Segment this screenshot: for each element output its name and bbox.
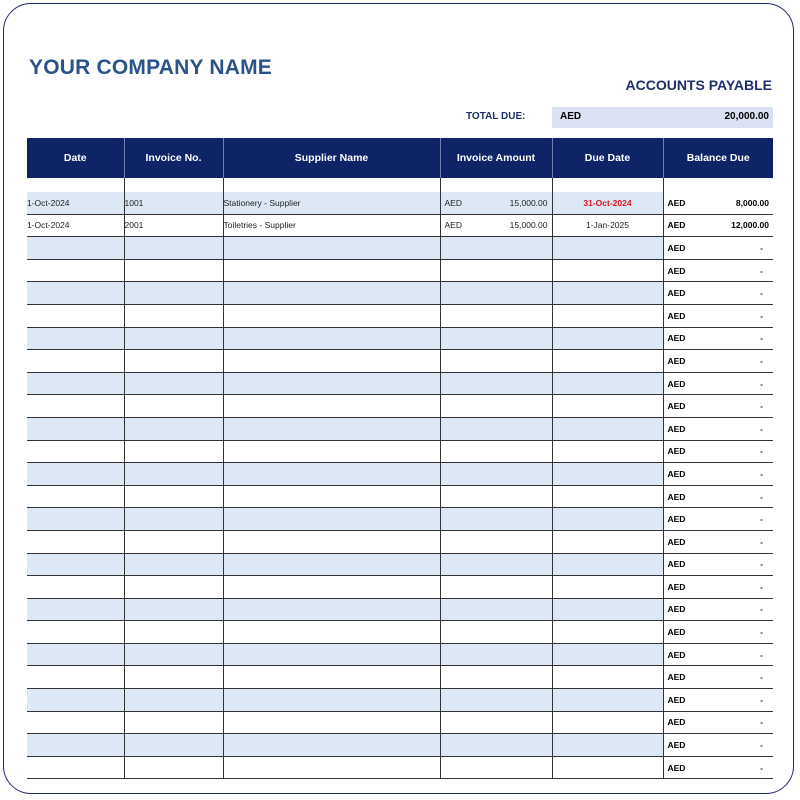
cell-due-date[interactable] — [552, 372, 663, 395]
cell-balance-due[interactable] — [663, 417, 773, 440]
balance-currency: AED — [667, 355, 686, 366]
balance-currency: AED — [667, 265, 686, 276]
balance-value: - — [760, 672, 763, 683]
cell-supplier[interactable] — [223, 666, 440, 689]
balance-currency: AED — [667, 378, 686, 389]
cell-due-date[interactable] — [552, 621, 663, 644]
cell-supplier[interactable] — [223, 485, 440, 508]
cell-invoice-no[interactable] — [124, 327, 223, 350]
cell-date[interactable] — [27, 327, 124, 350]
cell-date[interactable] — [27, 621, 124, 644]
amount-value: 15,000.00 — [509, 197, 548, 208]
total-due-box — [552, 107, 773, 128]
cell-due-date[interactable] — [552, 282, 663, 305]
cell-invoice-amount[interactable] — [440, 598, 552, 621]
table-row-empty[interactable] — [27, 259, 773, 282]
table-row-empty[interactable] — [27, 756, 773, 779]
balance-currency: AED — [667, 627, 686, 638]
balance-value: - — [760, 717, 763, 728]
table-row-empty[interactable] — [27, 417, 773, 440]
accounts-payable-table — [27, 138, 773, 779]
balance-value: - — [760, 288, 763, 299]
cell-date[interactable] — [27, 711, 124, 734]
balance-currency: AED — [667, 242, 686, 253]
cell-invoice-no[interactable] — [124, 689, 223, 712]
cell-date[interactable] — [27, 237, 124, 260]
balance-currency: AED — [667, 581, 686, 592]
cell-supplier[interactable] — [223, 530, 440, 553]
cell-invoice-amount[interactable] — [440, 417, 552, 440]
cell-supplier[interactable] — [223, 350, 440, 373]
table-row-empty[interactable] — [27, 621, 773, 644]
balance-value: - — [760, 694, 763, 705]
cell-balance-due[interactable] — [663, 440, 773, 463]
cell-date[interactable] — [27, 508, 124, 531]
invoice-no-value: 1001 — [124, 197, 144, 208]
cell-invoice-amount[interactable] — [440, 643, 552, 666]
table-row-empty[interactable] — [27, 666, 773, 689]
cell-supplier[interactable] — [223, 689, 440, 712]
cell-supplier[interactable] — [223, 643, 440, 666]
cell-invoice-amount[interactable] — [440, 463, 552, 486]
balance-value: - — [760, 491, 763, 502]
balance-currency: AED — [667, 649, 686, 660]
cell-supplier[interactable] — [223, 304, 440, 327]
cell-invoice-amount[interactable] — [440, 372, 552, 395]
cell-invoice-amount[interactable] — [440, 689, 552, 712]
balance-value: - — [760, 762, 763, 773]
cell-invoice-amount[interactable] — [440, 350, 552, 373]
table-row-empty[interactable] — [27, 237, 773, 260]
cell-supplier[interactable] — [223, 598, 440, 621]
table-row-empty[interactable] — [27, 485, 773, 508]
balance-currency: AED — [667, 604, 686, 615]
cell-date[interactable] — [27, 643, 124, 666]
balance-currency: AED — [667, 310, 686, 321]
cell-invoice-no[interactable] — [124, 237, 223, 260]
balance-value: - — [760, 446, 763, 457]
cell-date[interactable] — [27, 259, 124, 282]
cell-invoice-amount[interactable] — [440, 530, 552, 553]
cell-invoice-no[interactable] — [124, 711, 223, 734]
header-spacer-row — [27, 178, 773, 192]
cell-invoice-no[interactable] — [124, 282, 223, 305]
cell-balance-due[interactable] — [663, 237, 773, 260]
cell-supplier[interactable] — [223, 192, 440, 214]
balance-value: - — [760, 559, 763, 570]
cell-date[interactable] — [27, 440, 124, 463]
cell-balance-due[interactable] — [663, 576, 773, 599]
balance-currency: AED — [667, 288, 686, 299]
cell-invoice-amount[interactable] — [440, 282, 552, 305]
balance-currency: AED — [667, 220, 686, 231]
cell-invoice-no[interactable] — [124, 372, 223, 395]
amount-currency: AED — [444, 197, 462, 208]
cell-invoice-no[interactable] — [124, 756, 223, 779]
header-date[interactable]: Date — [27, 138, 124, 178]
cell-invoice-amount[interactable] — [440, 192, 552, 214]
balance-currency: AED — [667, 401, 686, 412]
balance-currency: AED — [667, 491, 686, 502]
cell-balance-due[interactable] — [663, 621, 773, 644]
table-row[interactable] — [27, 214, 773, 237]
table-row-empty[interactable] — [27, 553, 773, 576]
date-value: 1-Oct-2024 — [27, 197, 70, 208]
cell-date[interactable] — [27, 485, 124, 508]
cell-invoice-no[interactable] — [124, 621, 223, 644]
table-row-empty[interactable] — [27, 327, 773, 350]
total-due-amount: 20,000.00 — [724, 111, 769, 122]
cell-invoice-amount[interactable] — [440, 621, 552, 644]
cell-balance-due[interactable] — [663, 598, 773, 621]
balance-value: - — [760, 310, 763, 321]
balance-value: - — [760, 378, 763, 389]
cell-date[interactable] — [27, 756, 124, 779]
cell-supplier[interactable] — [223, 711, 440, 734]
cell-due-date[interactable] — [552, 643, 663, 666]
balance-currency: AED — [667, 536, 686, 547]
cell-invoice-no[interactable] — [124, 304, 223, 327]
balance-currency: AED — [667, 559, 686, 570]
cell-due-date[interactable] — [552, 666, 663, 689]
cell-invoice-no[interactable] — [124, 485, 223, 508]
cell-date[interactable] — [27, 192, 124, 214]
cell-invoice-no[interactable] — [124, 259, 223, 282]
cell-invoice-amount[interactable] — [440, 214, 552, 237]
cell-due-date[interactable] — [552, 214, 663, 237]
cell-balance-due[interactable] — [663, 553, 773, 576]
header-invoice-no[interactable]: Invoice No. — [124, 138, 223, 178]
cell-date[interactable] — [27, 214, 124, 237]
total-due-currency: AED — [560, 111, 582, 122]
cell-supplier[interactable] — [223, 756, 440, 779]
cell-due-date[interactable] — [552, 576, 663, 599]
balance-currency: AED — [667, 740, 686, 751]
cell-date[interactable] — [27, 666, 124, 689]
cell-invoice-no[interactable] — [124, 643, 223, 666]
cell-invoice-no[interactable] — [124, 192, 223, 214]
cell-invoice-amount[interactable] — [440, 259, 552, 282]
balance-currency: AED — [667, 446, 686, 457]
balance-value: - — [760, 649, 763, 660]
due-date-value: 31-Oct-2024 — [583, 197, 632, 208]
cell-supplier[interactable] — [223, 259, 440, 282]
cell-invoice-no[interactable] — [124, 576, 223, 599]
cell-invoice-amount[interactable] — [440, 711, 552, 734]
cell-invoice-no[interactable] — [124, 214, 223, 237]
balance-value: - — [760, 265, 763, 276]
cell-date[interactable] — [27, 304, 124, 327]
cell-balance-due[interactable] — [663, 304, 773, 327]
table-row-empty[interactable] — [27, 282, 773, 305]
cell-date[interactable] — [27, 350, 124, 373]
balance-currency: AED — [667, 694, 686, 705]
cell-invoice-amount[interactable] — [440, 508, 552, 531]
cell-invoice-amount[interactable] — [440, 666, 552, 689]
cell-date[interactable] — [27, 689, 124, 712]
cell-due-date[interactable] — [552, 598, 663, 621]
balance-currency: AED — [667, 197, 686, 208]
cell-due-date[interactable] — [552, 395, 663, 418]
header-invoice-amount[interactable]: Invoice Amount — [440, 138, 552, 178]
table-row-empty[interactable] — [27, 711, 773, 734]
cell-invoice-no[interactable] — [124, 440, 223, 463]
balance-value: - — [760, 401, 763, 412]
cell-invoice-no[interactable] — [124, 350, 223, 373]
table-row-empty[interactable] — [27, 689, 773, 712]
due-date-value: 1-Jan-2025 — [585, 220, 629, 231]
cell-balance-due[interactable] — [663, 350, 773, 373]
cell-due-date[interactable] — [552, 259, 663, 282]
balance-value: 12,000.00 — [731, 220, 769, 231]
amount-value: 15,000.00 — [509, 220, 548, 231]
cell-date[interactable] — [27, 530, 124, 553]
balance-value: - — [760, 355, 763, 366]
cell-invoice-no[interactable] — [124, 463, 223, 486]
cell-invoice-amount[interactable] — [440, 327, 552, 350]
cell-date[interactable] — [27, 463, 124, 486]
cell-balance-due[interactable] — [663, 282, 773, 305]
balance-value: 8,000.00 — [735, 197, 769, 208]
cell-supplier[interactable] — [223, 372, 440, 395]
cell-invoice-no[interactable] — [124, 530, 223, 553]
cell-supplier[interactable] — [223, 417, 440, 440]
table-row-empty[interactable] — [27, 440, 773, 463]
table-row-empty[interactable] — [27, 350, 773, 373]
cell-supplier[interactable] — [223, 327, 440, 350]
cell-balance-due[interactable] — [663, 214, 773, 237]
table-header-row — [27, 138, 773, 178]
cell-due-date[interactable] — [552, 463, 663, 486]
cell-balance-due[interactable] — [663, 192, 773, 214]
cell-invoice-amount[interactable] — [440, 485, 552, 508]
cell-date[interactable] — [27, 598, 124, 621]
cell-supplier[interactable] — [223, 508, 440, 531]
cell-invoice-no[interactable] — [124, 666, 223, 689]
cell-due-date[interactable] — [552, 530, 663, 553]
table-row-empty[interactable] — [27, 372, 773, 395]
table-row-empty[interactable] — [27, 734, 773, 757]
cell-invoice-no[interactable] — [124, 734, 223, 757]
table-row-empty[interactable] — [27, 576, 773, 599]
cell-balance-due[interactable] — [663, 689, 773, 712]
cell-balance-due[interactable] — [663, 395, 773, 418]
amount-currency: AED — [444, 220, 462, 231]
cell-supplier[interactable] — [223, 576, 440, 599]
balance-value: - — [760, 333, 763, 344]
table-row-empty[interactable] — [27, 508, 773, 531]
cell-due-date[interactable] — [552, 304, 663, 327]
cell-date[interactable] — [27, 282, 124, 305]
cell-supplier[interactable] — [223, 621, 440, 644]
table-row-empty[interactable] — [27, 304, 773, 327]
cell-supplier[interactable] — [223, 214, 440, 237]
cell-invoice-amount[interactable] — [440, 237, 552, 260]
cell-invoice-amount[interactable] — [440, 756, 552, 779]
invoice-no-value: 2001 — [124, 220, 144, 231]
cell-due-date[interactable] — [552, 508, 663, 531]
cell-supplier[interactable] — [223, 237, 440, 260]
cell-date[interactable] — [27, 395, 124, 418]
table-row-empty[interactable] — [27, 395, 773, 418]
balance-value: - — [760, 604, 763, 615]
cell-due-date[interactable] — [552, 350, 663, 373]
cell-supplier[interactable] — [223, 282, 440, 305]
table-row[interactable] — [27, 192, 773, 214]
cell-invoice-amount[interactable] — [440, 576, 552, 599]
cell-supplier[interactable] — [223, 463, 440, 486]
supplier-value: Stationery - Supplier — [223, 197, 301, 208]
cell-due-date[interactable] — [552, 485, 663, 508]
cell-balance-due[interactable] — [663, 666, 773, 689]
cell-due-date[interactable] — [552, 237, 663, 260]
cell-invoice-amount[interactable] — [440, 734, 552, 757]
cell-supplier[interactable] — [223, 440, 440, 463]
balance-currency: AED — [667, 423, 686, 434]
table-row-empty[interactable] — [27, 598, 773, 621]
company-name: YOUR COMPANY NAME — [29, 56, 272, 79]
cell-invoice-amount[interactable] — [440, 553, 552, 576]
balance-value: - — [760, 536, 763, 547]
table-row-empty[interactable] — [27, 643, 773, 666]
balance-value: - — [760, 627, 763, 638]
cell-invoice-amount[interactable] — [440, 395, 552, 418]
balance-value: - — [760, 514, 763, 525]
cell-supplier[interactable] — [223, 395, 440, 418]
cell-balance-due[interactable] — [663, 463, 773, 486]
cell-date[interactable] — [27, 417, 124, 440]
cell-due-date[interactable] — [552, 192, 663, 214]
cell-balance-due[interactable] — [663, 756, 773, 779]
cell-balance-due[interactable] — [663, 530, 773, 553]
cell-balance-due[interactable] — [663, 734, 773, 757]
cell-supplier[interactable] — [223, 553, 440, 576]
cell-due-date[interactable] — [552, 711, 663, 734]
balance-currency: AED — [667, 672, 686, 683]
cell-balance-due[interactable] — [663, 508, 773, 531]
table-row-empty[interactable] — [27, 463, 773, 486]
balance-value: - — [760, 468, 763, 479]
cell-due-date[interactable] — [552, 440, 663, 463]
table-body — [27, 178, 773, 779]
balance-value: - — [760, 740, 763, 751]
cell-invoice-no[interactable] — [124, 553, 223, 576]
balance-value: - — [760, 242, 763, 253]
cell-balance-due[interactable] — [663, 643, 773, 666]
table-row-empty[interactable] — [27, 530, 773, 553]
balance-currency: AED — [667, 468, 686, 479]
document-title: ACCOUNTS PAYABLE — [625, 77, 772, 93]
balance-value: - — [760, 423, 763, 434]
balance-currency: AED — [667, 762, 686, 773]
cell-balance-due[interactable] — [663, 372, 773, 395]
balance-currency: AED — [667, 514, 686, 525]
cell-balance-due[interactable] — [663, 259, 773, 282]
cell-due-date[interactable] — [552, 689, 663, 712]
cell-due-date[interactable] — [552, 734, 663, 757]
header-due-date[interactable]: Due Date — [552, 138, 663, 178]
header-balance-due[interactable]: Balance Due — [663, 138, 773, 178]
cell-due-date[interactable] — [552, 756, 663, 779]
balance-value: - — [760, 581, 763, 592]
cell-due-date[interactable] — [552, 553, 663, 576]
cell-date[interactable] — [27, 372, 124, 395]
supplier-value: Toiletries - Supplier — [223, 220, 296, 231]
balance-currency: AED — [667, 717, 686, 728]
balance-currency: AED — [667, 333, 686, 344]
cell-invoice-no[interactable] — [124, 508, 223, 531]
cell-balance-due[interactable] — [663, 485, 773, 508]
cell-supplier[interactable] — [223, 734, 440, 757]
total-due-label: TOTAL DUE: — [466, 111, 526, 122]
header-supplier-name[interactable]: Supplier Name — [223, 138, 440, 178]
cell-balance-due[interactable] — [663, 327, 773, 350]
cell-invoice-amount[interactable] — [440, 440, 552, 463]
cell-balance-due[interactable] — [663, 711, 773, 734]
cell-invoice-no[interactable] — [124, 417, 223, 440]
cell-invoice-no[interactable] — [124, 395, 223, 418]
cell-invoice-amount[interactable] — [440, 304, 552, 327]
cell-due-date[interactable] — [552, 417, 663, 440]
cell-invoice-no[interactable] — [124, 598, 223, 621]
cell-due-date[interactable] — [552, 327, 663, 350]
cell-date[interactable] — [27, 734, 124, 757]
date-value: 1-Oct-2024 — [27, 220, 70, 231]
cell-date[interactable] — [27, 576, 124, 599]
cell-date[interactable] — [27, 553, 124, 576]
